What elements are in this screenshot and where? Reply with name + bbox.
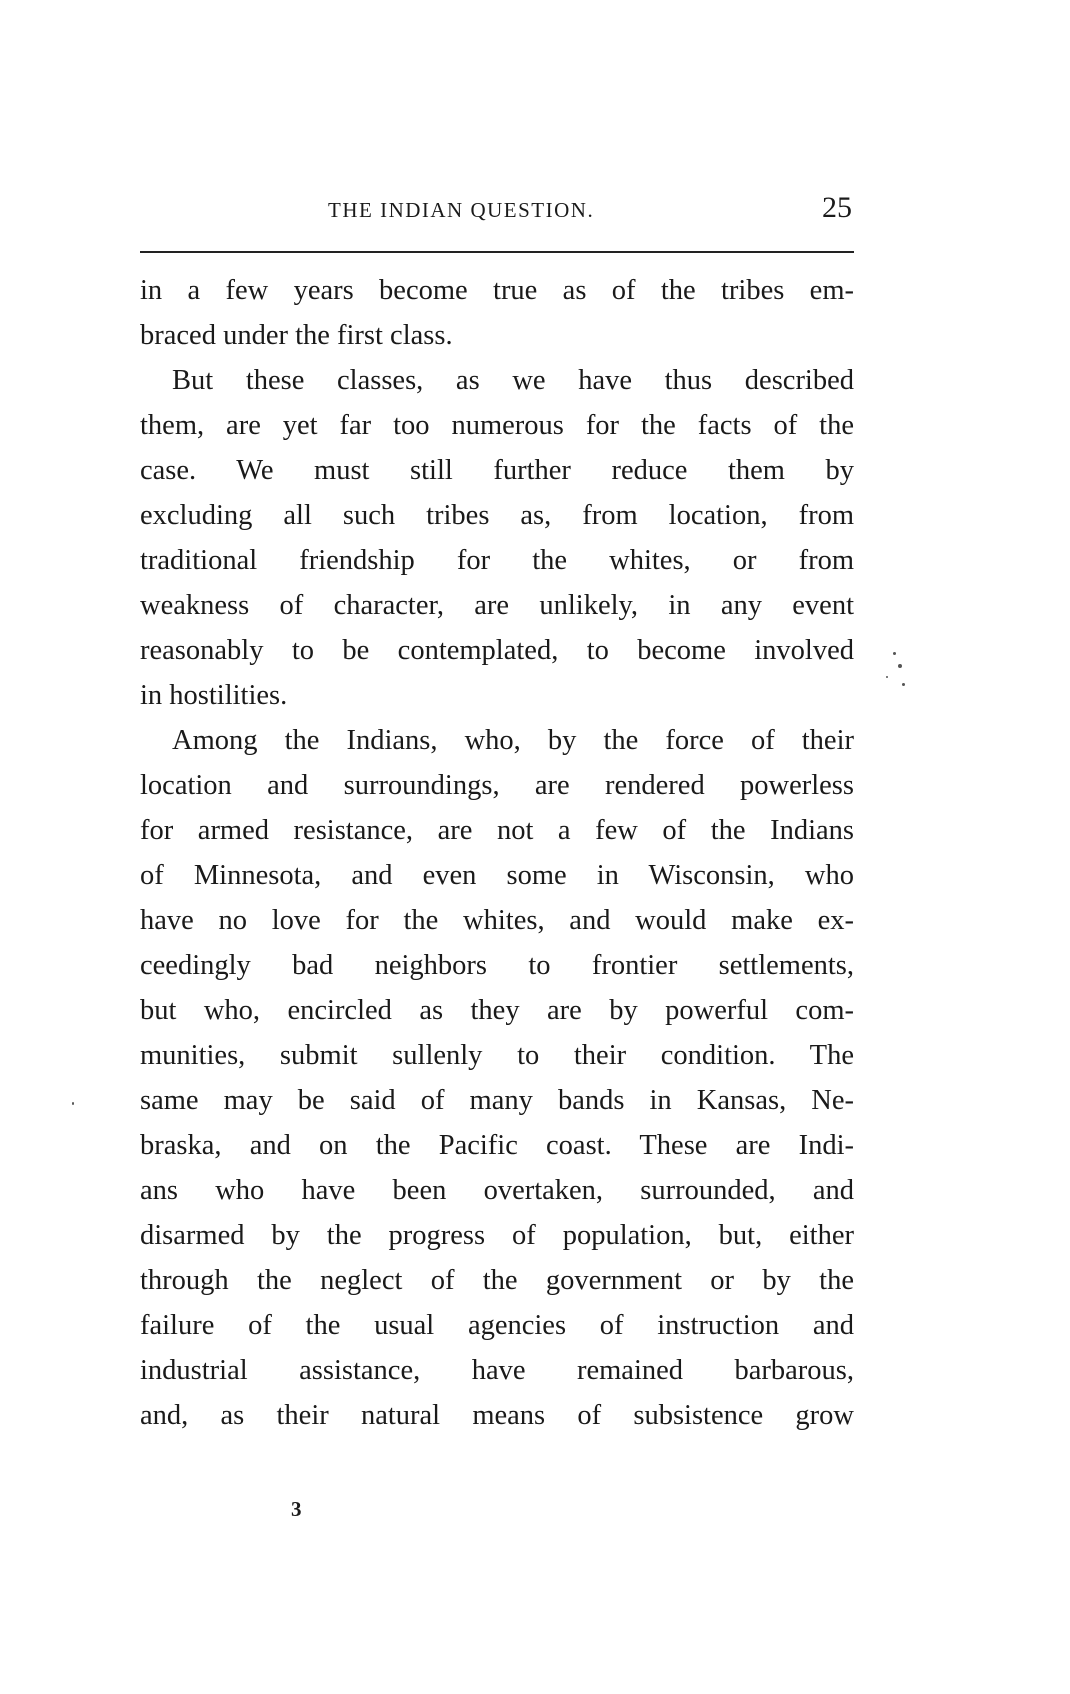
text-line: have no love for the whites, and would make ex- [140, 905, 854, 936]
text-line: ceedingly bad neighbors to frontier settlements, [140, 950, 854, 981]
text-line: for armed resistance, are not a few of the Indians [140, 815, 854, 846]
paragraph-2 [140, 358, 854, 718]
paragraph-3 [140, 718, 854, 1438]
text-line: in a few years become true as of the tribes em- [140, 275, 854, 306]
print-speck [898, 664, 902, 668]
text-line: Among the Indians, who, by the force of their [172, 725, 854, 756]
body-text [140, 268, 854, 1438]
signature-mark: 3 [291, 1497, 302, 1521]
text-line: braced under the first class. [140, 320, 453, 351]
print-speck [893, 652, 896, 655]
text-line: braska, and on the Pacific coast. These are Indi- [140, 1130, 854, 1161]
running-title: THE INDIAN QUESTION. [328, 198, 595, 222]
text-line: disarmed by the progress of population, but, either [140, 1220, 854, 1251]
paragraph-1 [140, 268, 854, 358]
text-line: ans who have been overtaken, surrounded, and [140, 1175, 854, 1206]
print-speck [902, 683, 905, 686]
text-line: reasonably to be contemplated, to become involved [140, 635, 854, 666]
text-line: excluding all such tribes as, from location, from [140, 500, 854, 531]
text-line: munities, submit sullenly to their condition. The [140, 1040, 854, 1071]
page-number: 25 [822, 191, 852, 224]
text-line: but who, encircled as they are by powerful com- [140, 995, 854, 1026]
text-line: case. We must still further reduce them by [140, 455, 854, 486]
text-line: through the neglect of the government or by the [140, 1265, 854, 1296]
text-line: weakness of character, are unlikely, in any event [140, 590, 854, 621]
text-line: and, as their natural means of subsistence grow [140, 1400, 854, 1431]
text-line: of Minnesota, and even some in Wisconsin, who [140, 860, 854, 891]
text-line: industrial assistance, have remained barbarous, [140, 1355, 854, 1386]
header-rule [140, 251, 854, 253]
text-line: in hostilities. [140, 680, 288, 711]
text-line: location and surroundings, are rendered powerless [140, 770, 854, 801]
print-speck [72, 1102, 74, 1105]
text-line: failure of the usual agencies of instruction and [140, 1310, 854, 1341]
print-speck [886, 676, 888, 678]
text-line: same may be said of many bands in Kansas, Ne- [140, 1085, 854, 1116]
text-line: them, are yet far too numerous for the facts of the [140, 410, 854, 441]
text-line: traditional friendship for the whites, or from [140, 545, 854, 576]
text-line: But these classes, as we have thus described [172, 365, 854, 396]
